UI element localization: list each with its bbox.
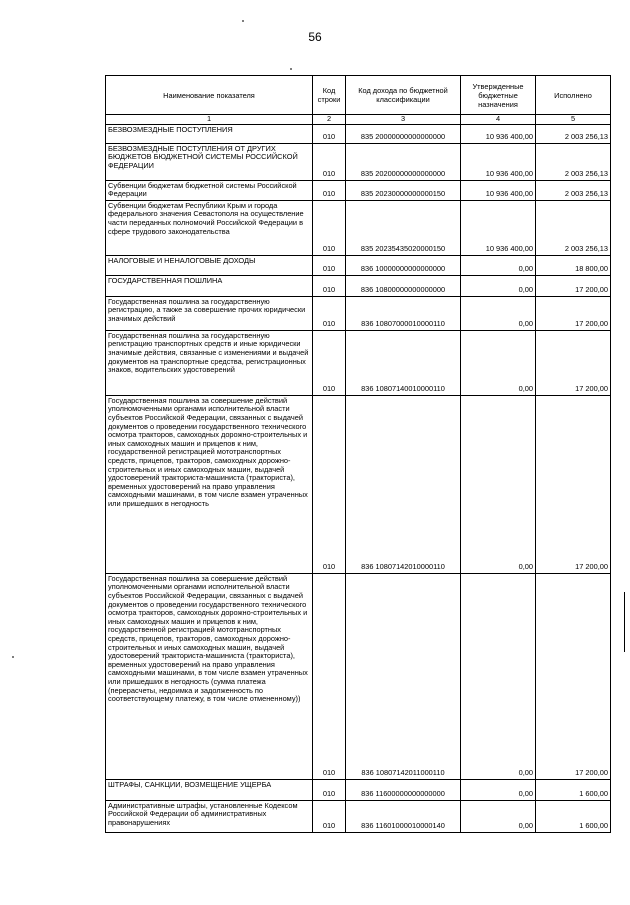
row-kbk: 835 20230000000000150 xyxy=(346,180,461,200)
row-code: 010 xyxy=(313,573,346,779)
row-approved: 0,00 xyxy=(461,296,536,330)
row-approved: 10 936 400,00 xyxy=(461,143,536,180)
header-approved: Утвержденные бюджетные назначения xyxy=(461,76,536,115)
row-name: БЕЗВОЗМЕЗДНЫЕ ПОСТУПЛЕНИЯ xyxy=(106,124,313,143)
row-code: 010 xyxy=(313,124,346,143)
page-number: 56 xyxy=(308,30,322,44)
row-name: Государственная пошлина за государственную регистрацию транспортных средств и иные юридически значимые действия, связанные с изменениями и выдачей документов на транспортные средства, регистрационных знаков, водительских удостоверений xyxy=(106,330,313,395)
row-name: ГОСУДАРСТВЕННАЯ ПОШЛИНА xyxy=(106,275,313,296)
column-number-row xyxy=(106,115,611,125)
header-kbk: Код дохода по бюджетной классификации xyxy=(346,76,461,115)
table-row xyxy=(106,330,611,395)
budget-revenue-table xyxy=(105,75,611,833)
row-kbk: 836 10807140010000110 xyxy=(346,330,461,395)
row-code: 010 xyxy=(313,330,346,395)
table-row xyxy=(106,180,611,200)
table-row xyxy=(106,200,611,255)
row-code: 010 xyxy=(313,395,346,573)
row-code: 010 xyxy=(313,296,346,330)
row-code: 010 xyxy=(313,200,346,255)
row-code: 010 xyxy=(313,275,346,296)
row-kbk: 836 11600000000000000 xyxy=(346,779,461,800)
row-approved: 10 936 400,00 xyxy=(461,180,536,200)
row-kbk: 835 20235435020000150 xyxy=(346,200,461,255)
row-name: ШТРАФЫ, САНКЦИИ, ВОЗМЕЩЕНИЕ УЩЕРБА xyxy=(106,779,313,800)
table-row xyxy=(106,779,611,800)
row-approved: 0,00 xyxy=(461,573,536,779)
row-code: 010 xyxy=(313,800,346,832)
row-executed: 2 003 256,13 xyxy=(536,124,611,143)
table-row xyxy=(106,800,611,832)
row-name: Государственная пошлина за государственную регистрацию, а также за совершение прочих юридически значимых действий xyxy=(106,296,313,330)
row-approved: 0,00 xyxy=(461,395,536,573)
row-executed: 1 600,00 xyxy=(536,800,611,832)
row-approved: 0,00 xyxy=(461,779,536,800)
column-number: 3 xyxy=(346,115,461,125)
row-executed: 2 003 256,13 xyxy=(536,180,611,200)
column-number: 4 xyxy=(461,115,536,125)
row-executed: 2 003 256,13 xyxy=(536,200,611,255)
row-executed: 17 200,00 xyxy=(536,395,611,573)
row-executed: 18 800,00 xyxy=(536,255,611,275)
header-executed: Исполнено xyxy=(536,76,611,115)
table-row xyxy=(106,124,611,143)
header-code: Код строки xyxy=(313,76,346,115)
row-approved: 0,00 xyxy=(461,800,536,832)
table-row xyxy=(106,255,611,275)
row-approved: 10 936 400,00 xyxy=(461,200,536,255)
row-name: Субвенции бюджетам бюджетной системы Российской Федерации xyxy=(106,180,313,200)
row-kbk: 836 10807142010000110 xyxy=(346,395,461,573)
row-executed: 17 200,00 xyxy=(536,275,611,296)
table-row xyxy=(106,573,611,779)
row-kbk: 836 10000000000000000 xyxy=(346,255,461,275)
column-number: 5 xyxy=(536,115,611,125)
scan-speck xyxy=(12,656,14,658)
header-name: Наименование показателя xyxy=(106,76,313,115)
row-name: Государственная пошлина за совершение действий уполномоченными органами исполнительной власти субъектов Российской Федерации, связанных с выдачей документов о проведении государственного технического осмотра тракторов, самоходных дорожно-строительных и иных самоходных машин и прицепов к ним, государственной регистрацией мототранспортных средств, прицепов, тракторов, самоходных дорожно-строительных и иных самоходных машин, выдачей удостоверений тракториста-машиниста (тракториста), временных удостоверений на право управления самоходными машинами, в том числе взамен утраченных или пришедших в негодность (сумма платежа (перерасчеты, недоимка и задолженность по соответствующему платежу, в том числе отмененному)) xyxy=(106,573,313,779)
row-kbk: 836 11601000010000140 xyxy=(346,800,461,832)
row-executed: 17 200,00 xyxy=(536,296,611,330)
column-number: 2 xyxy=(313,115,346,125)
column-number: 1 xyxy=(106,115,313,125)
row-approved: 0,00 xyxy=(461,255,536,275)
row-code: 010 xyxy=(313,180,346,200)
row-executed: 17 200,00 xyxy=(536,330,611,395)
row-name: Административные штрафы, установленные Кодексом Российской Федерации об административных правонарушениях xyxy=(106,800,313,832)
scan-speck xyxy=(290,68,292,70)
row-code: 010 xyxy=(313,255,346,275)
row-name: Государственная пошлина за совершение действий уполномоченными органами исполнительной власти субъектов Российской Федерации, связанных с выдачей документов о проведении государственного технического осмотра тракторов, самоходных дорожно-строительных и иных самоходных машин и прицепов к ним, государственной регистрацией мототранспортных средств, прицепов, тракторов, самоходных дорожно-строительных и иных самоходных машин, выдачей удостоверений тракториста-машиниста (тракториста), временных удостоверений на право управления самоходными машинами, в том числе взамен утраченных или пришедших в негодность xyxy=(106,395,313,573)
row-code: 010 xyxy=(313,143,346,180)
row-kbk: 836 10807142011000110 xyxy=(346,573,461,779)
row-executed: 1 600,00 xyxy=(536,779,611,800)
row-executed: 17 200,00 xyxy=(536,573,611,779)
row-kbk: 835 20200000000000000 xyxy=(346,143,461,180)
row-kbk: 836 10800000000000000 xyxy=(346,275,461,296)
row-kbk: 836 10807000010000110 xyxy=(346,296,461,330)
table-row xyxy=(106,296,611,330)
row-executed: 2 003 256,13 xyxy=(536,143,611,180)
row-approved: 10 936 400,00 xyxy=(461,124,536,143)
row-approved: 0,00 xyxy=(461,330,536,395)
scan-speck xyxy=(242,20,244,22)
table-row xyxy=(106,395,611,573)
row-code: 010 xyxy=(313,779,346,800)
row-name: БЕЗВОЗМЕЗДНЫЕ ПОСТУПЛЕНИЯ ОТ ДРУГИХ БЮДЖЕТОВ БЮДЖЕТНОЙ СИСТЕМЫ РОССИЙСКОЙ ФЕДЕРАЦИИ xyxy=(106,143,313,180)
row-approved: 0,00 xyxy=(461,275,536,296)
row-name: НАЛОГОВЫЕ И НЕНАЛОГОВЫЕ ДОХОДЫ xyxy=(106,255,313,275)
table-row xyxy=(106,143,611,180)
scan-edge-line xyxy=(624,592,625,652)
row-kbk: 835 20000000000000000 xyxy=(346,124,461,143)
table-row xyxy=(106,275,611,296)
row-name: Субвенции бюджетам Республики Крым и города федерального значения Севастополя на осуществление части переданных полномочий Российской Федерации в сфере трудового законодательства xyxy=(106,200,313,255)
header-row xyxy=(106,76,611,115)
